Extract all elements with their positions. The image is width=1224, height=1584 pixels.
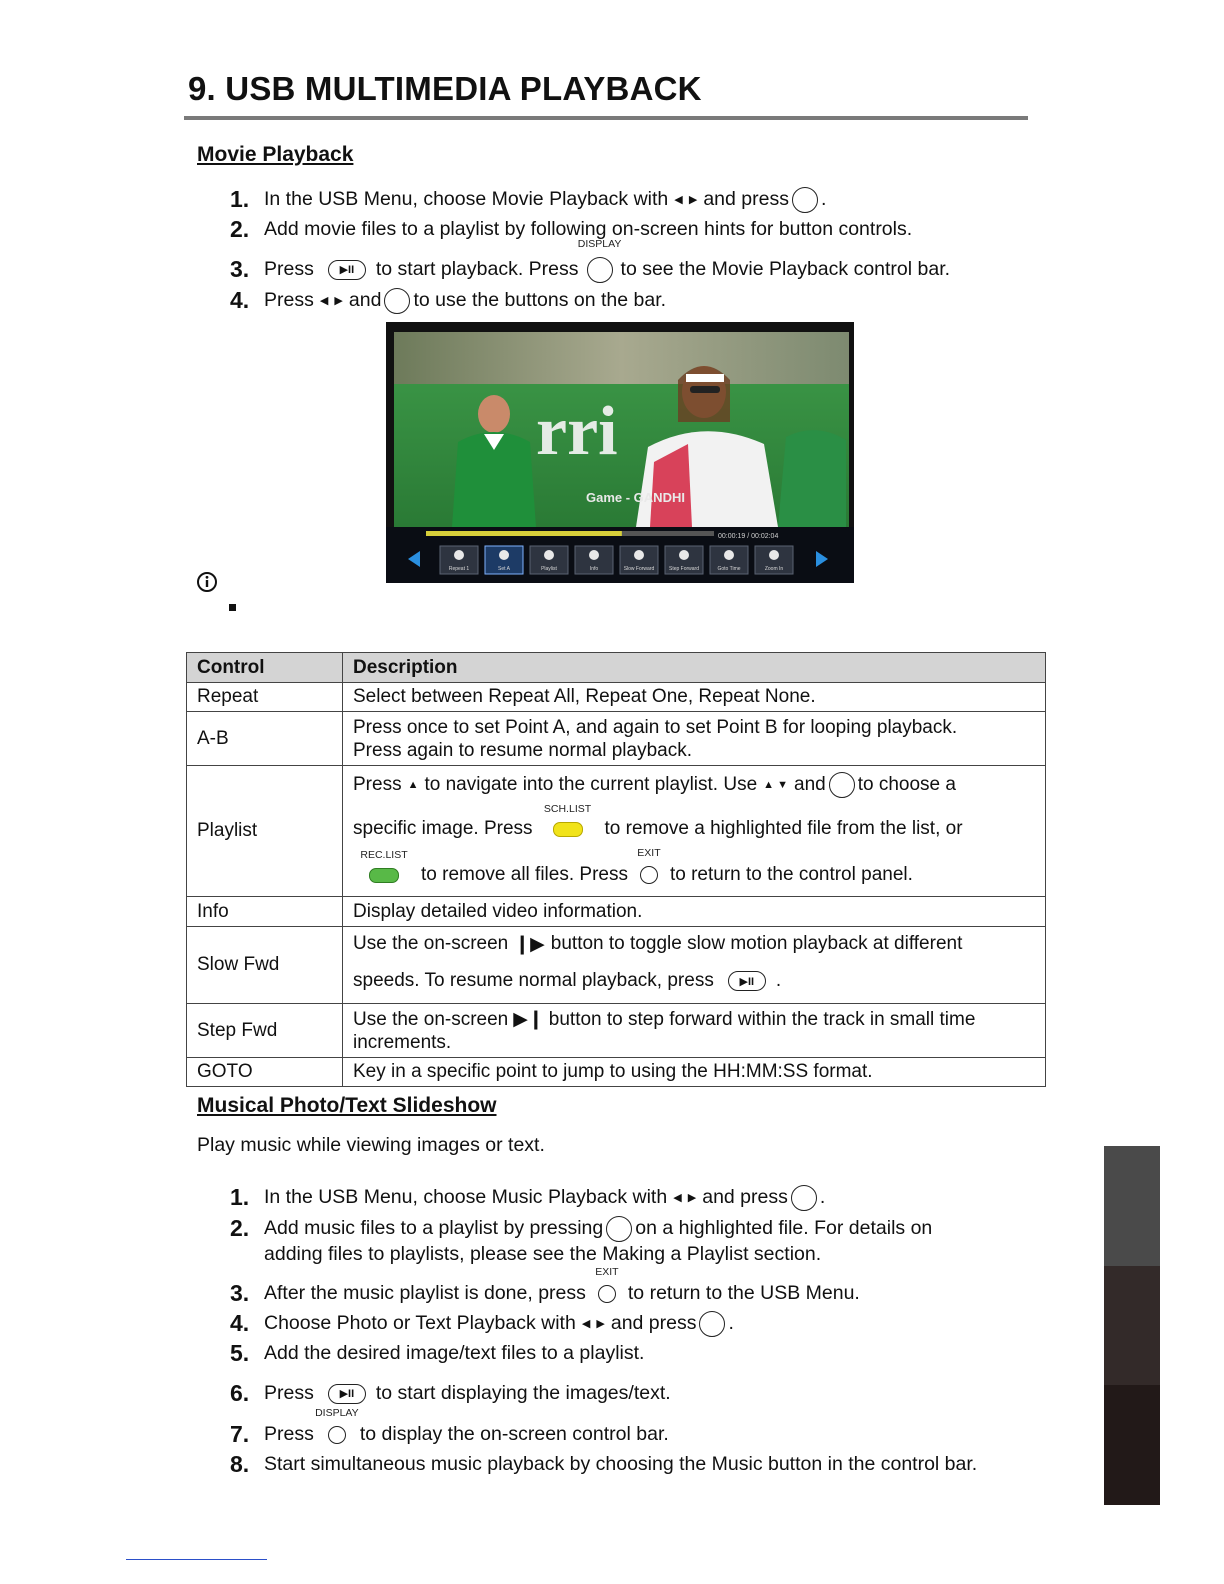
display-button-icon: [328, 1426, 346, 1444]
control-bar-button-label: Playlist: [541, 566, 557, 572]
control-cell: GOTO: [187, 1058, 343, 1087]
control-bar-button-label: Slow Forward: [623, 566, 655, 572]
step-text: to return to the USB Menu.: [627, 1282, 860, 1304]
movie-playback-screenshot: [386, 322, 854, 583]
step-text: .: [819, 1186, 826, 1208]
text: Use the on-screen: [353, 933, 509, 954]
table-row: [187, 1058, 1046, 1087]
step-number: 1.: [230, 1184, 250, 1210]
text: .: [775, 970, 782, 991]
description-line: [353, 959, 1035, 1001]
svg-text:rri: rri: [536, 393, 618, 470]
exit-key: [637, 847, 661, 884]
description-line: [353, 802, 1035, 850]
text: button to step forward within the track in small time: [548, 1008, 976, 1030]
text: to navigate into the current playlist. Use: [424, 774, 758, 795]
control-bar-button-icon: [634, 550, 644, 560]
text: to choose a: [857, 774, 956, 795]
step-number: 4.: [230, 287, 250, 313]
step-text: and: [348, 289, 382, 311]
description-line: Press again to resume normal playback.: [353, 739, 692, 761]
table-header-row: [187, 653, 1046, 683]
progress-bar-fill: [426, 531, 622, 536]
step-number: 4.: [230, 1310, 250, 1336]
display-key-label: DISPLAY: [315, 1406, 359, 1419]
display-button-icon: [587, 257, 613, 283]
step-number: 2.: [230, 1215, 250, 1241]
slideshow-step-7: [230, 1406, 669, 1448]
left-right-arrows-icon: ◀ ▶: [581, 1318, 605, 1330]
page-title: 9. USB MULTIMEDIA PLAYBACK: [188, 70, 702, 107]
enter-button-icon: [792, 187, 818, 213]
description-cell: [343, 766, 1046, 897]
side-tab: [1104, 1266, 1160, 1385]
left-right-arrows-icon: ◀ ▶: [673, 1192, 697, 1204]
step-text: In the USB Menu, choose Music Playback with: [264, 1186, 668, 1208]
movie-step-4: [230, 287, 666, 314]
slideshow-step-8: [230, 1451, 977, 1478]
yellow-button-icon: [553, 822, 583, 837]
table-row: [187, 712, 1046, 766]
text: specific image. Press: [353, 818, 533, 839]
text: to remove a highlighted file from the list, or: [604, 818, 963, 839]
enter-button-icon: [829, 772, 855, 798]
bullet-square: [229, 604, 236, 611]
description-line: Press once to set Point A, and again to set Point B for looping playback.: [353, 716, 958, 738]
control-bar-button-icon: [454, 550, 464, 560]
text: Press: [353, 774, 402, 795]
play-pause-key-icon: ▶II: [328, 260, 366, 280]
control-bar-button-icon: [499, 550, 509, 560]
step-text: Add movie files to a playlist by following on-screen hints for button controls.: [264, 218, 913, 240]
info-icon: [196, 571, 218, 598]
step-text: to see the Movie Playback control bar.: [620, 258, 951, 280]
description-line: [353, 847, 1035, 894]
green-button-icon: [369, 868, 399, 883]
slideshow-step-6: [230, 1380, 671, 1407]
control-cell: Slow Fwd: [187, 927, 343, 1004]
table-row: [187, 1004, 1046, 1058]
controls-table: [186, 652, 1046, 1087]
left-right-arrows-icon: ◀ ▶: [674, 194, 698, 206]
text: speeds. To resume normal playback, press: [353, 970, 714, 991]
control-bar-button-icon: [679, 550, 689, 560]
up-down-arrows-icon: ▲ ▼: [763, 779, 788, 791]
description-cell: [343, 927, 1046, 1004]
rec-list-key-label: REC.LIST: [360, 848, 408, 861]
control-bar-button-label: Goto Time: [717, 566, 741, 572]
side-tab: [1104, 1385, 1160, 1505]
text: and: [794, 774, 826, 795]
enter-button-icon: [791, 1185, 817, 1211]
play-pause-key-icon: ▶II: [728, 971, 766, 991]
slideshow-step-2: [230, 1215, 932, 1242]
description-line: increments.: [353, 1031, 452, 1053]
slideshow-step-3: [230, 1265, 860, 1307]
step-forward-icon: ▶❙: [513, 1008, 544, 1030]
step-text: Press: [264, 289, 314, 311]
step-number: 6.: [230, 1380, 250, 1406]
step-text: to use the buttons on the bar.: [413, 289, 667, 311]
overlay-caption: Game - GANDHI: [586, 490, 685, 505]
text: button to toggle slow motion playback at different: [550, 933, 963, 954]
step-text: and press: [702, 1186, 788, 1208]
exit-key: [595, 1265, 619, 1303]
control-cell: Playlist: [187, 766, 343, 897]
description-line: [353, 1008, 1035, 1031]
exit-key-label: EXIT: [637, 847, 661, 859]
text: Use the on-screen: [353, 1008, 509, 1030]
control-bar-button-label: Set A: [498, 566, 510, 572]
sch-list-key-label: SCH.LIST: [543, 802, 592, 815]
slideshow-step-1: [230, 1184, 825, 1211]
text: to remove all files. Press: [421, 864, 628, 885]
step-text: .: [820, 188, 827, 210]
step-number: 2.: [230, 216, 250, 242]
step-text: Press: [264, 1382, 314, 1404]
step-text: Start simultaneous music playback by choosing the Music button in the control bar.: [264, 1453, 978, 1475]
left-right-arrows-icon: ◀ ▶: [319, 295, 343, 307]
control-bar-button-label: Info: [589, 566, 599, 572]
side-tab: [1104, 1146, 1160, 1266]
description-cell: Select between Repeat All, Repeat One, Repeat None.: [343, 683, 1046, 712]
exit-button-icon: [598, 1285, 616, 1303]
control-cell: Step Fwd: [187, 1004, 343, 1058]
table-row: [187, 683, 1046, 712]
header-description: Description: [343, 653, 1046, 683]
control-bar-button-icon: [724, 550, 734, 560]
exit-key-label: EXIT: [595, 1265, 619, 1278]
table-row: [187, 766, 1046, 897]
tv-screen-image: [386, 322, 854, 583]
footnote-rule: [126, 1559, 267, 1560]
step-text: After the music playlist is done, press: [264, 1282, 586, 1304]
enter-button-icon: [384, 288, 410, 314]
title-rule: [184, 116, 1028, 120]
up-arrow-icon: ▲: [407, 779, 419, 791]
step-text: to start displaying the images/text.: [375, 1382, 671, 1404]
step-text: Choose Photo or Text Playback with: [264, 1312, 576, 1334]
control-cell: A-B: [187, 712, 343, 766]
movie-step-2: [230, 216, 912, 243]
control-cell: Repeat: [187, 683, 343, 712]
exit-button-icon: [640, 866, 658, 884]
slideshow-step-2-cont: adding files to playlists, please see the Making a Playlist section.: [264, 1243, 822, 1265]
control-bar-button-icon: [589, 550, 599, 560]
table-row: [187, 897, 1046, 927]
step-number: 3.: [230, 1280, 250, 1306]
display-key: [577, 237, 622, 283]
step-number: 5.: [230, 1340, 250, 1366]
description-cell: [343, 1004, 1046, 1058]
step-text: .: [728, 1312, 734, 1334]
section-heading-slideshow: Musical Photo/Text Slideshow: [197, 1094, 497, 1117]
description-cell: Key in a specific point to jump to using the HH:MM:SS format.: [343, 1058, 1046, 1087]
step-text: and press: [703, 188, 789, 210]
description-line: [353, 768, 1035, 802]
table-row: [187, 927, 1046, 1004]
display-key: [315, 1406, 359, 1444]
control-bar-button-label: Step Forward: [668, 566, 700, 572]
step-text: Add the desired image/text files to a playlist.: [264, 1342, 645, 1364]
description-cell: Display detailed video information.: [343, 897, 1046, 927]
step-text: In the USB Menu, choose Movie Playback with: [264, 188, 669, 210]
display-key-label: DISPLAY: [577, 237, 622, 250]
enter-button-icon: [606, 1216, 632, 1242]
header-control: Control: [187, 653, 343, 683]
description-cell: [343, 712, 1046, 766]
step-text: to display the on-screen control bar.: [359, 1423, 669, 1445]
step-number: 3.: [230, 256, 250, 282]
control-cell: Info: [187, 897, 343, 927]
play-pause-key-icon: ▶II: [328, 1384, 366, 1404]
step-number: 1.: [230, 186, 250, 212]
step-text: on a highlighted file. For details on: [635, 1217, 933, 1239]
sch-list-key: [543, 802, 592, 837]
rec-list-key: [360, 848, 408, 883]
description-line: [353, 929, 1035, 959]
step-text: Add music files to a playlist by pressing: [264, 1217, 604, 1239]
control-bar-button-label: Repeat 1: [448, 566, 470, 572]
slow-forward-icon: ❙▶: [514, 933, 545, 955]
slideshow-intro: Play music while viewing images or text.: [197, 1134, 545, 1156]
control-bar-button-icon: [544, 550, 554, 560]
control-bar-button-label: Zoom In: [764, 566, 784, 572]
timecode: 00:00:19 / 00:02:04: [718, 533, 779, 540]
movie-step-1: [230, 186, 826, 213]
step-text: Press: [264, 1423, 314, 1445]
movie-step-3: [230, 237, 951, 283]
control-bar-button-icon: [769, 550, 779, 560]
slideshow-step-5: [230, 1340, 644, 1367]
step-text: to start playback. Press: [375, 258, 579, 280]
step-text: and press: [610, 1312, 697, 1334]
section-heading-movie: Movie Playback: [197, 143, 354, 166]
step-text: Press: [264, 258, 314, 280]
enter-button-icon: [699, 1311, 725, 1337]
step-number: 8.: [230, 1451, 250, 1477]
slideshow-step-4: [230, 1310, 734, 1337]
step-number: 7.: [230, 1421, 250, 1447]
text: to return to the control panel.: [669, 864, 913, 885]
